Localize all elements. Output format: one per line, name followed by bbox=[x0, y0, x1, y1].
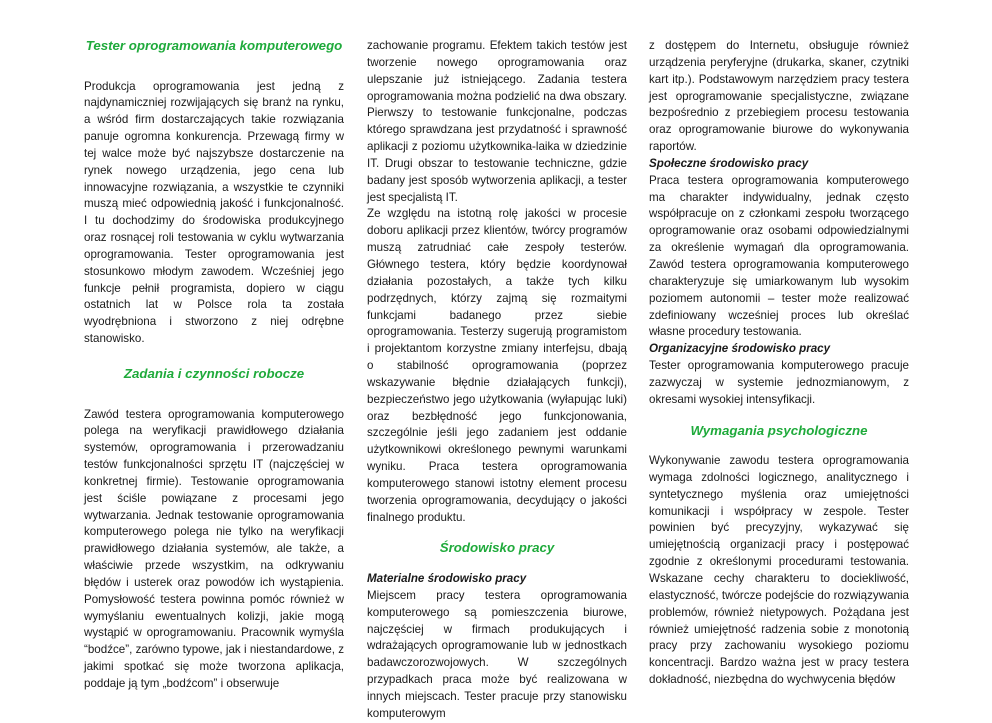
subsection-heading: Organizacyjne środowisko pracy bbox=[649, 342, 831, 356]
spacer bbox=[367, 557, 627, 571]
paragraph: Tester oprogramowania komputerowego pracuje zazwyczaj w systemie jednozmianowym, z okresami wysokiej intensyfikacji. bbox=[649, 359, 909, 406]
paragraph: z dostępem do Internetu, obsługuje również urządzenia peryferyjne (drukarka, skaner, czytniki kart itp.). Podstawowym narzędziem pracy testera jest oprogramowanie specjalistyczne, związane bezpośrednio z przebiegiem procesu testowania oraz oprogramowanie biurowe do wykonywania raportów. bbox=[649, 39, 909, 154]
spacer bbox=[84, 55, 344, 79]
paragraph: Wykonywanie zawodu testera oprogramowania wymaga zdolności logicznego, analitycznego i syntetycznego myślenia oraz umiejętności komunikacji i współpracy w zespole. Tester powinien być precyzyjny, wykazywać się umiejętnością organizacji pracy i postępować zgodnie z określonymi procedurami testowania. Wskazane cechy charakteru to dociekliwość, elastyczność, twórcze podejście do rozwiązywania problemów, również nietypowych. Pożądana jest również umiejętność radzenia sobie z monotonią pracy przy zachowaniu wysokiego poziomu koncentracji. Bardzo ważna jest w pracy testera dokładność, niezbędna do wychwycenia błędów bbox=[649, 454, 909, 687]
paragraph: Zawód testera oprogramowania komputerowego polega na weryfikacji prawidłowego działania systemów, oprogramowania i przerowadzaniu testów funkcjonalności sprzętu IT (najczęściej w konkretnej firmie). Testowanie oprogramowania jest ściśle powiązane z procesami jego wytwarzania. Jednak testowanie oprogramowania komputerowego polega nie tylko na weryfikacji prawidłowego działania systemów, ale także, a właściwie przede wszystkim, na odkrywaniu błędów i usterek oraz powodów ich wystąpienia. Pomysłowość testera powinna pomóc również w wymyślaniu ewentualnych kolizji, jakie mogą wystąpić w oprogramowaniu. Pracownik wymyśla “bodźce”, zarówno typowe, jak i niestandardowe, z jakimi spotkać się może tworzona aplikacja, poddaje ją tym „bodźcom” i obserwuje bbox=[84, 407, 344, 690]
spacer bbox=[649, 439, 909, 453]
column-middle bbox=[367, 38, 627, 723]
spacer bbox=[84, 383, 344, 407]
spacer bbox=[84, 348, 344, 366]
section-heading: Wymagania psychologiczne bbox=[690, 422, 868, 438]
paragraph: Miejscem pracy testera oprogramowania komputerowego są pomieszczenia biurowe, najczęściej w firmach produkujących i wdrażających oprogramowanie lub w jednostkach badawczorozwojowych. W szczególnych przypadkach praca może być realizowana w innych miejscach. Tester pracuje przy stanowisku komputerowym bbox=[367, 588, 627, 720]
spacer bbox=[649, 409, 909, 423]
subsection-heading: Społeczne środowisko pracy bbox=[649, 156, 809, 170]
spacer bbox=[367, 526, 627, 540]
column-left bbox=[84, 38, 344, 693]
paragraph: Praca testera oprogramowania komputerowego ma charakter indywidualny, jednak często współpracuje on z członkami zespołu tworzącego oprogramowanie oraz osobami odpowiedzialnymi za określenie wymagań dla oprogramowania. Zawód testera oprogramowania komputerowego charakteryzuje się umiarkowanym lub wysokim poziomem autonomii – tester może realizować zdefiniowany wcześniej proces lub określać własne procedury testowania. bbox=[649, 173, 909, 339]
column-right bbox=[649, 38, 909, 689]
paragraph: Ze względu na istotną rolę jakości w procesie doboru aplikacji przez klientów, twórcy programów muszą zatrudniać całe zespoły testerów. Głównego testera, który będzie koordynował działania pozostałych, a także tych kilku podrzędnych, którzy zajmą się rozmaitymi funkcjami badanego przez siebie oprogramowania. Testerzy sugerują programistom i projektantom korzystne zmiany interfejsu, dbają o stabilność oprogramowania (poprzez wskazywanie błędnie działających funkcji), bezpieczeństwo jego użytkowania (wyłapując luki) oraz bezbłędność jego funkcjonowania, szczególnie jeśli jego zadaniem jest oddanie użytkownikowi określonego pewnymi warunkami wyniku. Praca testera oprogramowania komputerowego stanowi istotny element procesu tworzenia oprogramowania, decydujący o jakości finalnego produktu. bbox=[367, 207, 627, 524]
section-heading: Środowisko pracy bbox=[439, 540, 555, 556]
section-heading: Tester oprogramowania komputerowego bbox=[85, 38, 343, 53]
subsection-heading: Materialne środowisko pracy bbox=[367, 571, 527, 585]
paragraph: Produkcja oprogramowania jest jedną z najdynamiczniej rozwijających się branż na rynku, a wśród firm dostarczających takie rozwiązania panuje ogromna konkurencja. Przewagą firmy w tej walce może być najszybsze dostarczenie na rynek nowego urządzenia, jego cena lub innowacyjne rozwiązania, a wszystkie te czynniki muszą mieć odpowiednią jakość i funkcjonalność. I tu dochodzimy do środowiska produkcyjnego oraz rosnącej roli testowania w cyklu wytwarzania oprogramowania. Tester oprogramowania jest stosunkowo młodym zawodem. Wcześniej jego funkcje pełnił programista, dopiero w ciągu ostatnich lat w Polsce rola ta została wyodrębniona i stworzono z niej odrębne stanowisko. bbox=[84, 79, 344, 346]
section-heading: Zadania i czynności robocze bbox=[123, 366, 305, 381]
paragraph: zachowanie programu. Efektem takich testów jest tworzenie nowego oprogramowania oraz ulepszanie już istniejącego. Zadania testera oprogramowania można podzielić na dwa obszary. Pierwszy to testowanie funkcjonalne, podczas którego sprawdzana jest przydatność i sprawność aplikacji z poziomu użytkownika-laika w dziedzinie IT. Drugi obszar to testowanie techniczne, gdzie badany jest sposób wytworzenia aplikacji, a tester jest specjalistą IT. bbox=[367, 39, 627, 204]
